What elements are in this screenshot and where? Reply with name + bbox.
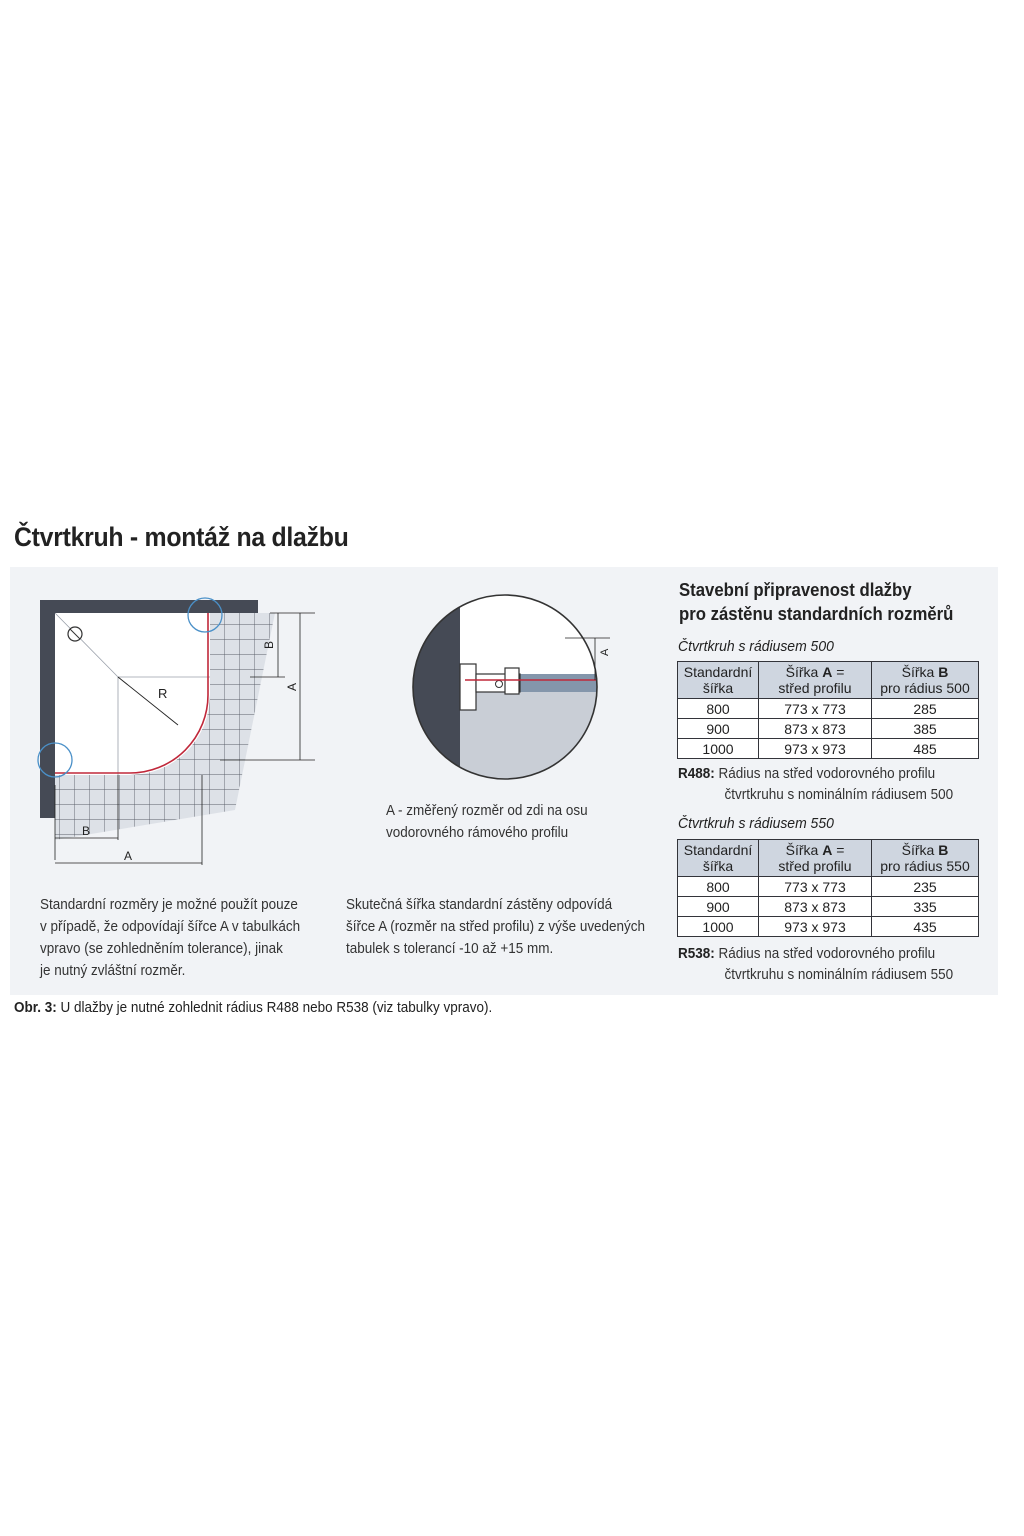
table-caption-500: Čtvrtkruh s rádiusem 500 — [678, 638, 834, 655]
plan-caption: Standardní rozměry je možné použít pouze v případě, že odpovídají šířce A v tabulkách vpravo (se zohledněním tolerance), jinak je nutný zvláštní rozměr. — [40, 897, 301, 979]
figure-caption: Obr. 3: U dlažby je nutné zohlednit rádius R488 nebo R538 (viz tabulky vpravo). — [14, 1000, 493, 1016]
note-r538: R538: Rádius na střed vodorovného profilu čtvrtkruhu s nominálním rádiusem 550 — [678, 946, 954, 983]
label-a-detail: A — [599, 648, 611, 656]
label-a-side: A — [285, 682, 299, 691]
col-width-a: Šířka A = střed profilu — [759, 840, 872, 877]
table-row: 800 773 x 773 285 — [678, 699, 979, 719]
label-r: R — [158, 686, 168, 701]
table-row: 1000 973 x 973 485 — [678, 739, 979, 759]
label-b-bottom: B — [82, 824, 91, 838]
label-a-bottom: A — [124, 849, 133, 863]
wall-top — [40, 600, 258, 613]
detail-caption: A - změřený rozměr od zdi na osu vodorovného rámového profilu — [386, 803, 588, 841]
tables-heading: Stavební připravenost dlažby pro zástěnu standardních rozměrů — [679, 580, 954, 624]
col-standard-width: Standardní šířka — [678, 662, 759, 699]
note-r488: R488: Rádius na střed vodorovného profilu čtvrtkruhu s nominálním rádiusem 500 — [678, 766, 954, 803]
table-radius-550 — [677, 839, 979, 937]
table-row: 1000 973 x 973 435 — [678, 917, 979, 937]
profile-bar — [520, 674, 630, 692]
wall-left — [40, 600, 55, 818]
col-width-a: Šířka A = střed profilu — [759, 662, 872, 699]
tolerance-caption: Skutečná šířka standardní zástěny odpovídá šířce A (rozměr na střed profilu) z výše uvedených tabulek s tolerancí -10 až +15 mm. — [346, 897, 646, 957]
table-row: 900 873 x 873 335 — [678, 897, 979, 917]
table-row: 800 773 x 773 235 — [678, 877, 979, 897]
col-width-b: Šířka B pro rádius 550 — [872, 840, 979, 877]
col-standard-width: Standardní šířka — [678, 840, 759, 877]
label-b-side: B — [262, 640, 276, 649]
page-title: Čtvrtkruh - montáž na dlažbu — [14, 522, 349, 552]
plan-diagram — [30, 595, 330, 880]
detail-diagram — [405, 592, 625, 787]
col-width-b: Šířka B pro rádius 500 — [872, 662, 979, 699]
screw-icon — [496, 681, 503, 688]
table-radius-500 — [677, 661, 979, 759]
table-caption-550: Čtvrtkruh s rádiusem 550 — [678, 815, 834, 832]
table-row: 900 873 x 873 385 — [678, 719, 979, 739]
